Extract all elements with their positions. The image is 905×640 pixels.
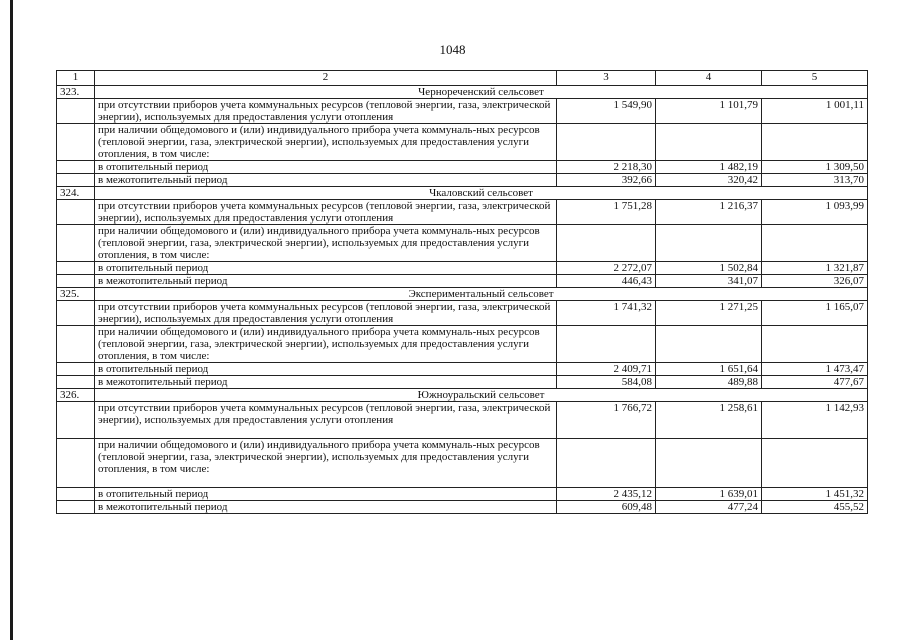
value-col-4: 489,88	[656, 376, 762, 389]
value-col-5: 1 165,07	[762, 301, 868, 326]
table-row	[57, 200, 868, 225]
value-col-3: 2 409,71	[557, 363, 656, 376]
value-col-3: 584,08	[557, 376, 656, 389]
row-number-cell	[57, 161, 95, 174]
row-label: в отопительный период	[95, 363, 557, 376]
page-left-border	[10, 0, 13, 640]
value-col-3	[557, 439, 656, 488]
value-col-4: 1 639,01	[656, 488, 762, 501]
table-row	[57, 488, 868, 501]
value-col-4: 1 502,84	[656, 262, 762, 275]
row-label: в отопительный период	[95, 161, 557, 174]
value-col-4: 1 258,61	[656, 402, 762, 439]
value-col-4: 1 216,37	[656, 200, 762, 225]
row-label: в отопительный период	[95, 262, 557, 275]
table-row	[57, 363, 868, 376]
tariff-table	[56, 70, 868, 514]
section-name: Южноуральский сельсовет	[95, 389, 868, 402]
row-label: при отсутствии приборов учета коммунальных ресурсов (тепловой энергии, газа, электрической энергии), используемых для предоставления услуги отопления	[95, 99, 557, 124]
row-label: в отопительный период	[95, 488, 557, 501]
section-number: 325.	[57, 288, 95, 301]
row-number-cell	[57, 124, 95, 161]
value-col-4	[656, 225, 762, 262]
value-col-5: 1 321,87	[762, 262, 868, 275]
table-row	[57, 124, 868, 161]
row-number-cell	[57, 262, 95, 275]
row-label: при наличии общедомового и (или) индивидуального прибора учета коммуналь-ных ресурсов (тепловой энергии, газа, электрической энергии), используемых для предоставления услуги отопления, в том числе:	[95, 124, 557, 161]
table-row	[57, 301, 868, 326]
value-col-5: 1 309,50	[762, 161, 868, 174]
row-label: при наличии общедомового и (или) индивидуального прибора учета коммуналь-ных ресурсов (тепловой энергии, газа, электрической энергии), используемых для предоставления услуги отопления, в том числе:	[95, 225, 557, 262]
section-header-row	[57, 389, 868, 402]
section-number: 323.	[57, 86, 95, 99]
row-label: в межотопительный период	[95, 174, 557, 187]
table-row	[57, 262, 868, 275]
value-col-5: 313,70	[762, 174, 868, 187]
section-name: Чернореченский сельсовет	[95, 86, 868, 99]
table-row	[57, 225, 868, 262]
row-label: при отсутствии приборов учета коммунальных ресурсов (тепловой энергии, газа, электрической энергии), используемых для предоставления услуги отопления	[95, 200, 557, 225]
row-label: в межотопительный период	[95, 376, 557, 389]
row-label: при отсутствии приборов учета коммунальных ресурсов (тепловой энергии, газа, электрической энергии), используемых для предоставления услуги отопления	[95, 402, 557, 439]
header-col-2: 2	[95, 71, 557, 86]
table-row	[57, 402, 868, 439]
table-row	[57, 376, 868, 389]
table-row	[57, 174, 868, 187]
value-col-3	[557, 124, 656, 161]
value-col-5: 477,67	[762, 376, 868, 389]
value-col-3: 2 272,07	[557, 262, 656, 275]
table-row	[57, 275, 868, 288]
value-col-4	[656, 124, 762, 161]
header-col-1: 1	[57, 71, 95, 86]
row-number-cell	[57, 99, 95, 124]
value-col-5: 1 473,47	[762, 363, 868, 376]
header-col-4: 4	[656, 71, 762, 86]
value-col-4: 320,42	[656, 174, 762, 187]
value-col-5	[762, 124, 868, 161]
value-col-3: 392,66	[557, 174, 656, 187]
table-row	[57, 326, 868, 363]
row-label: при наличии общедомового и (или) индивидуального прибора учета коммуналь-ных ресурсов (тепловой энергии, газа, электрической энергии), используемых для предоставления услуги отопления, в том числе:	[95, 326, 557, 363]
value-col-4	[656, 326, 762, 363]
table-row	[57, 161, 868, 174]
value-col-3: 1 751,28	[557, 200, 656, 225]
value-col-3: 1 741,32	[557, 301, 656, 326]
table-row	[57, 99, 868, 124]
value-col-4: 1 651,64	[656, 363, 762, 376]
value-col-5	[762, 439, 868, 488]
value-col-3: 446,43	[557, 275, 656, 288]
section-number: 326.	[57, 389, 95, 402]
row-number-cell	[57, 326, 95, 363]
value-col-5: 1 142,93	[762, 402, 868, 439]
table-header-row	[57, 71, 868, 86]
section-header-row	[57, 187, 868, 200]
value-col-3	[557, 326, 656, 363]
header-col-3: 3	[557, 71, 656, 86]
row-number-cell	[57, 402, 95, 439]
section-header-row	[57, 288, 868, 301]
value-col-5: 1 451,32	[762, 488, 868, 501]
value-col-5: 455,52	[762, 501, 868, 514]
row-number-cell	[57, 376, 95, 389]
table-row	[57, 439, 868, 488]
value-col-5: 1 001,11	[762, 99, 868, 124]
value-col-4: 1 101,79	[656, 99, 762, 124]
value-col-3	[557, 225, 656, 262]
value-col-3: 1 549,90	[557, 99, 656, 124]
row-label: при отсутствии приборов учета коммунальных ресурсов (тепловой энергии, газа, электрической энергии), используемых для предоставления услуги отопления	[95, 301, 557, 326]
table-row	[57, 501, 868, 514]
row-label: в межотопительный период	[95, 501, 557, 514]
row-number-cell	[57, 439, 95, 488]
value-col-5	[762, 326, 868, 363]
row-number-cell	[57, 301, 95, 326]
value-col-3: 2 218,30	[557, 161, 656, 174]
section-header-row	[57, 86, 868, 99]
row-number-cell	[57, 174, 95, 187]
value-col-3: 2 435,12	[557, 488, 656, 501]
row-number-cell	[57, 488, 95, 501]
value-col-5: 326,07	[762, 275, 868, 288]
section-name: Чкаловский сельсовет	[95, 187, 868, 200]
value-col-5	[762, 225, 868, 262]
row-number-cell	[57, 225, 95, 262]
row-number-cell	[57, 501, 95, 514]
page-number: 1048	[439, 42, 466, 57]
row-label: в межотопительный период	[95, 275, 557, 288]
value-col-4	[656, 439, 762, 488]
row-number-cell	[57, 275, 95, 288]
value-col-4: 341,07	[656, 275, 762, 288]
row-number-cell	[57, 200, 95, 225]
value-col-4: 1 271,25	[656, 301, 762, 326]
value-col-5: 1 093,99	[762, 200, 868, 225]
value-col-3: 1 766,72	[557, 402, 656, 439]
row-label: при наличии общедомового и (или) индивидуального прибора учета коммуналь-ных ресурсов (тепловой энергии, газа, электрической энергии), используемых для предоставления услуги отопления, в том числе:	[95, 439, 557, 488]
row-number-cell	[57, 363, 95, 376]
header-col-5: 5	[762, 71, 868, 86]
value-col-4: 1 482,19	[656, 161, 762, 174]
value-col-3: 609,48	[557, 501, 656, 514]
section-number: 324.	[57, 187, 95, 200]
section-name: Экспериментальный сельсовет	[95, 288, 868, 301]
value-col-4: 477,24	[656, 501, 762, 514]
